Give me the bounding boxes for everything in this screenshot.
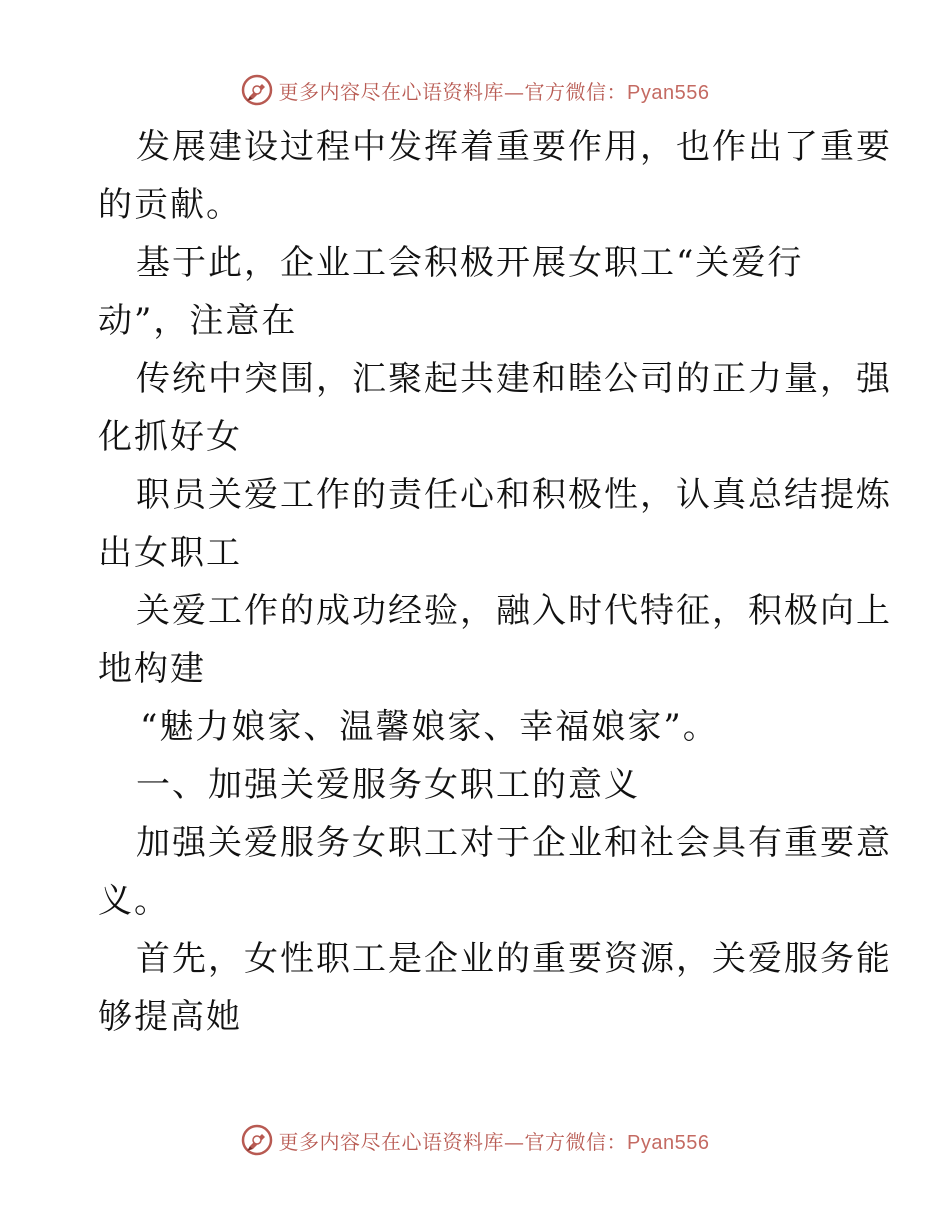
pen-logo-icon [241,1124,273,1156]
banner-text: 更多内容尽在心语资料库—官方微信：Pyan556 [278,1129,710,1154]
paragraph-line: 发展建设过程中发挥着重要作用，也作出了重要 [136,127,892,167]
paragraph-line: 关爱工作的成功经验，融入时代特征，积极向上 [136,591,892,631]
paragraph-line: 首先，女性职工是企业的重要资源，关爱服务能 [136,939,892,979]
paragraph-line: 地构建 [98,649,206,689]
footer-banner [0,1120,950,1160]
paragraph-line: 基于此，企业工会积极开展女职工“关爱行 [136,243,804,283]
paragraph-line: 加强关爱服务女职工对于企业和社会具有重要意 [136,823,892,863]
paragraph-line: 的贡献。 [98,185,242,225]
paragraph-line: 化抓好女 [98,417,242,457]
header-banner [0,70,950,110]
paragraph-line: 义。 [98,881,170,921]
pen-logo-icon [241,74,273,106]
section-heading: 一、加强关爱服务女职工的意义 [136,765,640,805]
paragraph-line: 职员关爱工作的责任心和积极性，认真总结提炼 [136,475,892,515]
paragraph-line: 传统中突围，汇聚起共建和睦公司的正力量，强 [136,359,892,399]
paragraph-line: “魅力娘家、温馨娘家、幸福娘家”。 [140,707,719,747]
banner-text: 更多内容尽在心语资料库—官方微信：Pyan556 [278,79,710,104]
paragraph-line: 够提高她 [98,997,242,1037]
paragraph-line: 出女职工 [98,533,242,573]
document-body [98,118,892,1046]
paragraph-line: 动”，注意在 [98,301,298,341]
